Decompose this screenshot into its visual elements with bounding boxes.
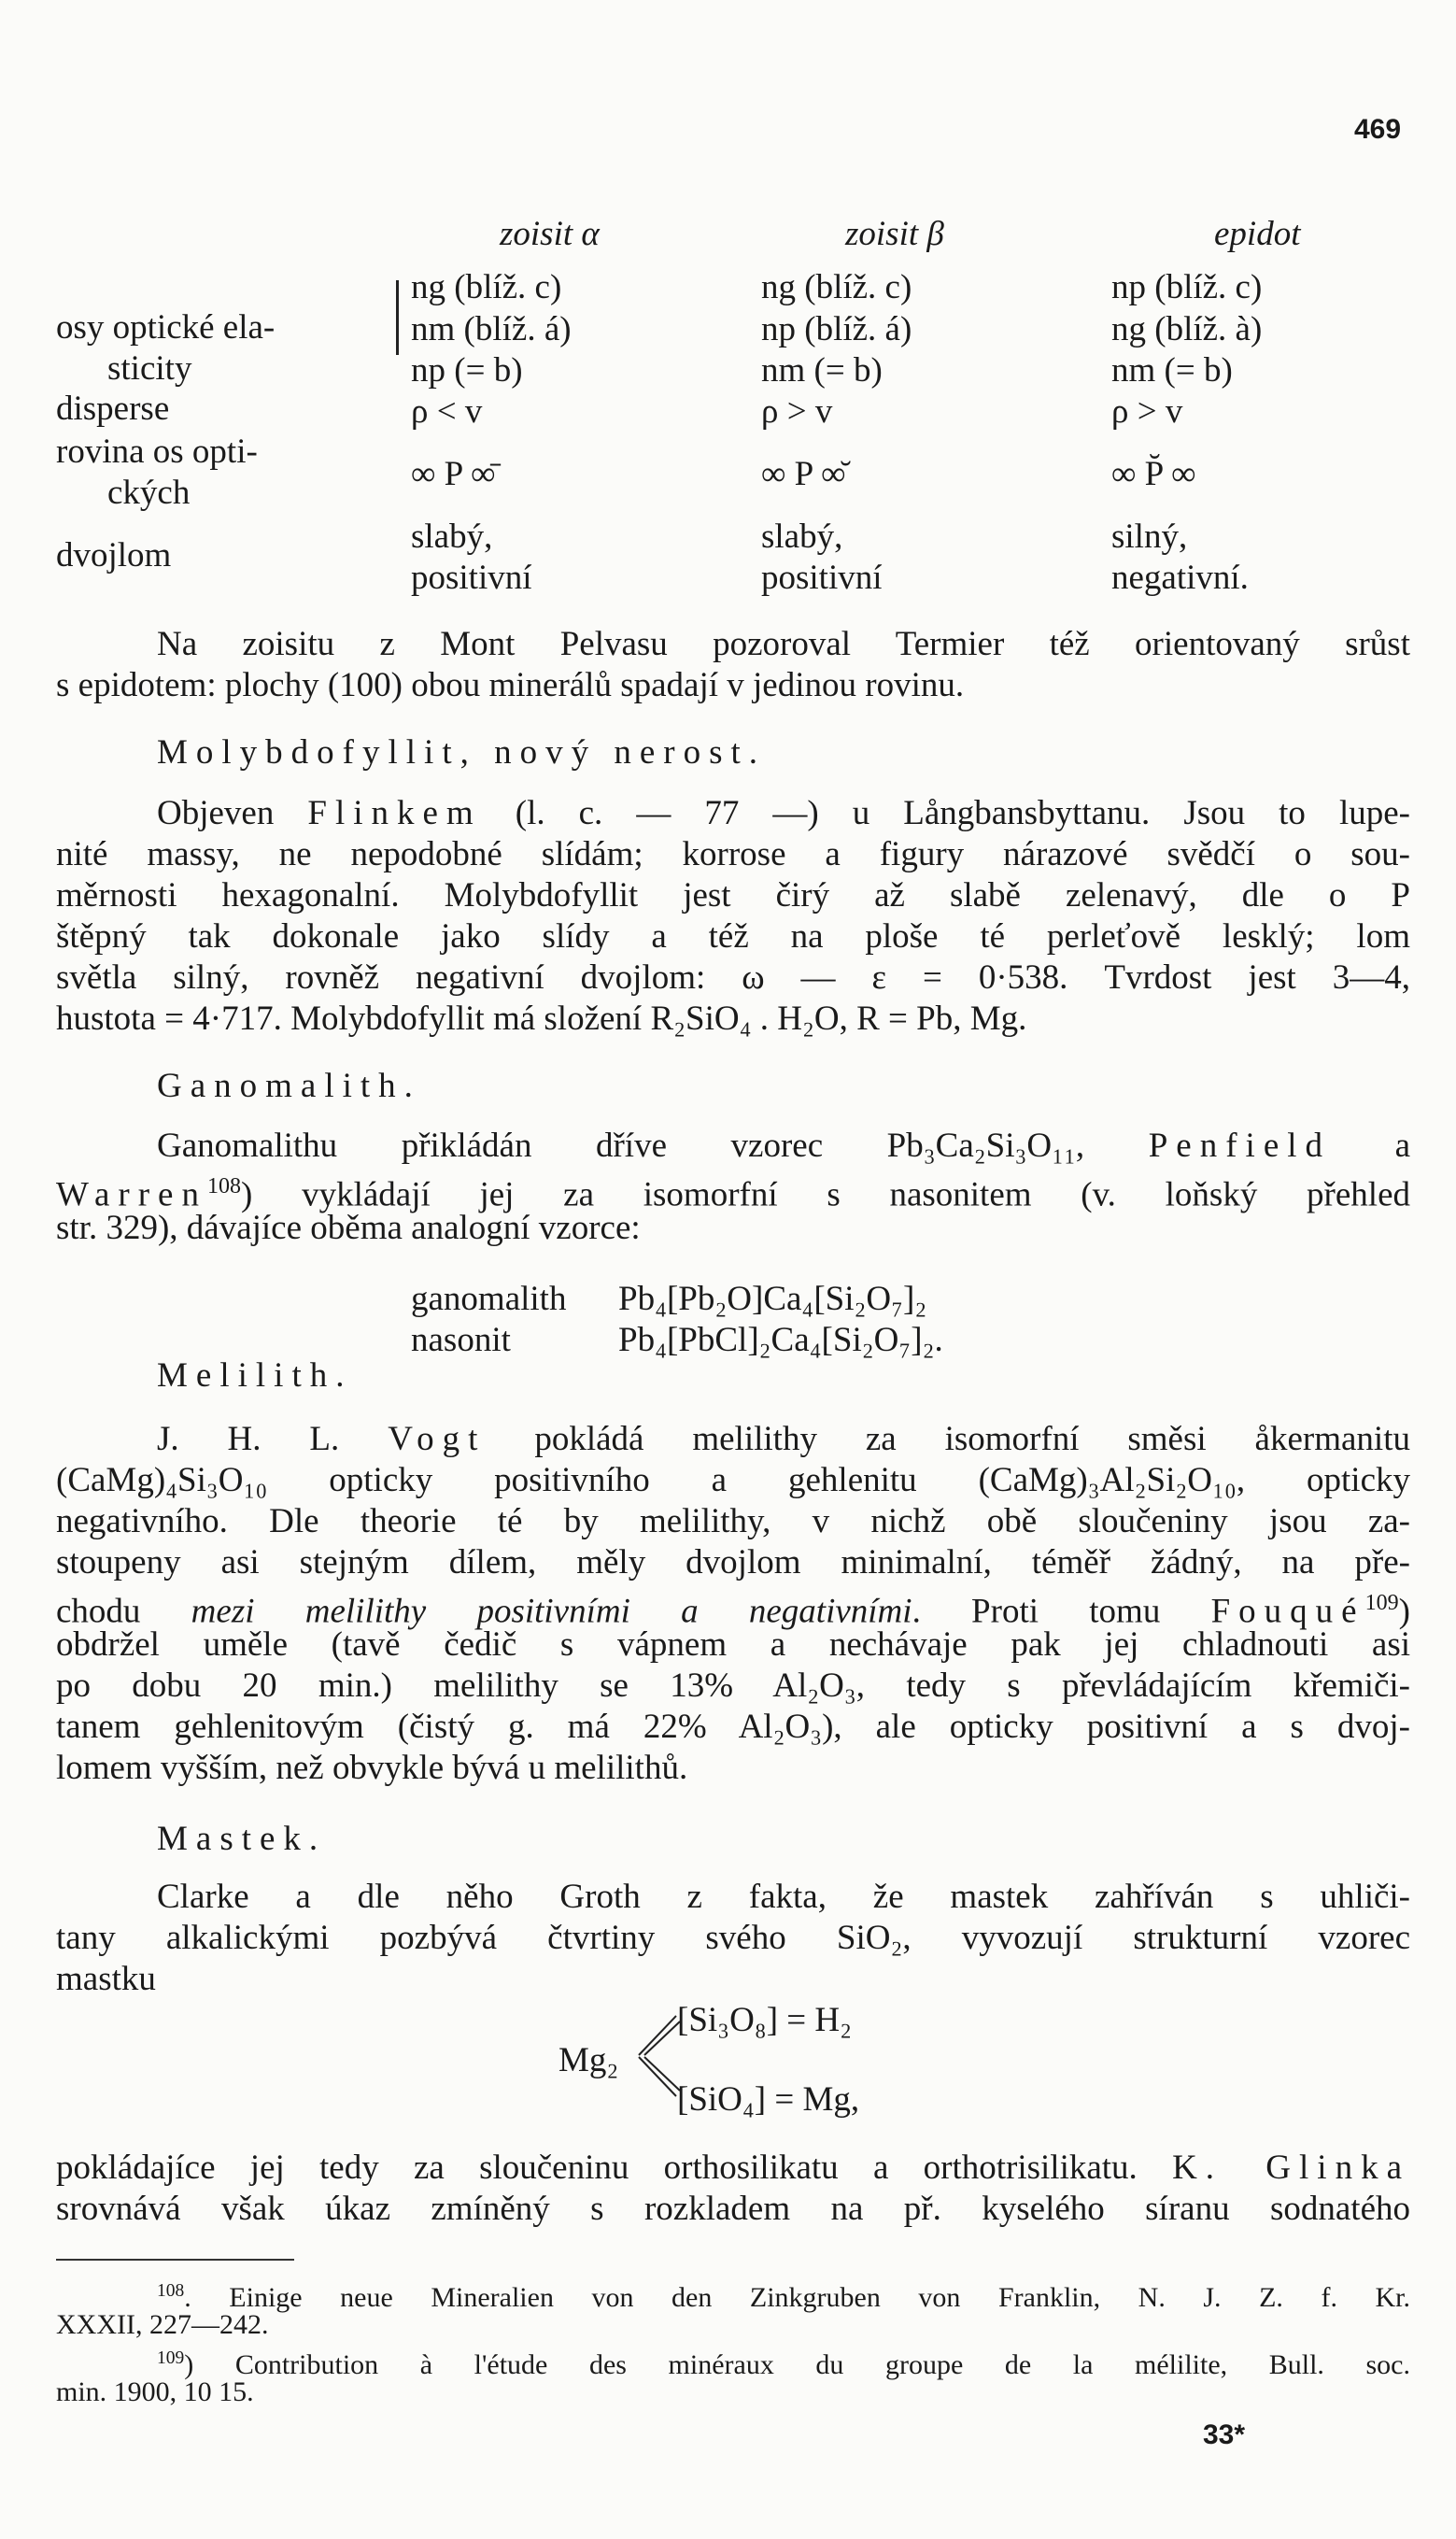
paragraph-line [157, 1125, 1410, 1167]
text-run: Objeven [157, 794, 308, 832]
author-name: K. Glinka [1172, 2149, 1410, 2187]
author-name: Fouqué [1210, 1592, 1365, 1631]
cell-zoisit-beta-dvojlom-1: slabý, [761, 518, 843, 556]
text-run: Ganomalithu přikládán dříve vzorec Pb₃Ca₂Si₃O₁₁, [157, 1127, 1085, 1165]
paragraph-line: světla silný, rovněž negativní dvojlom: ω — ε = 0·538. Tvrdost jest 3—4, [56, 958, 1410, 997]
formula-nasonit: Pb₄[PbCl]₂Ca₄[Si₂O₇]₂. [618, 1321, 943, 1359]
footnote-ref: 109 [1364, 1591, 1399, 1615]
cell-zoisit-alpha-dvojlom-2: positivní [411, 559, 532, 597]
row-label-rovina-cont: ckých [107, 474, 191, 512]
paragraph-line: měrnosti hexagonalní. Molybdofyllit jest čirý až slabě zelenavý, dle o P [56, 876, 1410, 915]
paragraph-line: str. 329), dávajíce oběma analogní vzorce: [56, 1209, 641, 1247]
paragraph-line [157, 792, 1410, 834]
paragraph-line: negativního. Dle theorie té by melilithy, v nichž obě sloučeniny jsou za- [56, 1502, 1410, 1540]
footnote-108-cont: XXXII, 227—242. [56, 2309, 269, 2340]
cell-zoisit-beta-rovina: ∞ P ∞̆ [761, 455, 846, 493]
paragraph-line: Clarke a dle něho Groth z fakta, že mastek zahříván s uhliči- [157, 1878, 1410, 1916]
cell-zoisit-beta-dvojlom-2: positivní [761, 559, 883, 597]
cell-zoisit-alpha-rovina: ∞ P ∞̄ [411, 455, 496, 493]
paragraph-line: štěpný tak dokonale jako slídy a též na ploše té perleťově lesklý; lom [56, 917, 1410, 956]
paragraph-line: srovnává však úkaz zmíněný s rozkladem na př. kyselého síranu sodnatého [56, 2190, 1410, 2228]
cell-zoisit-alpha-disperse: ρ < v [411, 392, 483, 431]
cell-zoisit-alpha-axis-1: ng (blíž. c) [411, 268, 562, 306]
row-label-osy: osy optické ela- [56, 308, 276, 347]
cell-epidot-rovina: ∞ P̆ ∞ [1111, 455, 1196, 493]
author-name: Flinkem [307, 794, 482, 832]
text-run: chodu [56, 1592, 191, 1631]
paragraph-line: Na zoisitu z Mont Pelvasu pozoroval Termier též orientovaný srůst [157, 625, 1410, 663]
paragraph-line: mastku [56, 1960, 156, 1998]
author-name: Vogt [388, 1420, 487, 1458]
text-run-italic: mezi melilithy positivními a negativními [191, 1592, 912, 1631]
footnote-ref: 108 [206, 1174, 242, 1199]
paragraph-line: nité massy, ne nepodobné slídám; korrose a figury nárazové svědčí o sou- [56, 835, 1410, 873]
paragraph-line: hustota = 4·717. Molybdofyllit má složení R₂SiO₄ . H₂O, R = Pb, Mg. [56, 1000, 1027, 1038]
text-run: J. H. L. [157, 1420, 389, 1458]
table-header-zoisit-alpha: zoisit α [500, 215, 600, 253]
row-label-osy-cont: sticity [107, 349, 192, 388]
struct-formula-top: [Si₃O₈] = H₂ [677, 2001, 853, 2039]
cell-epidot-axis-3: nm (= b) [1111, 351, 1233, 390]
cell-zoisit-beta-disperse: ρ > v [761, 392, 833, 431]
paragraph-line: stoupeny asi stejným dílem, měly dvojlom minimalní, téměř žádný, na pře- [56, 1543, 1410, 1582]
table-brace [396, 280, 399, 355]
footnote-text: ) Contribution à l'étude des minéraux du groupe de la mélilite, Bull. soc. [184, 2349, 1410, 2380]
paragraph-line: s epidotem: plochy (100) obou minerálů spadají v jedinou rovinu. [56, 666, 965, 704]
cell-epidot-axis-2: ng (blíž. à) [1111, 310, 1263, 348]
cell-epidot-dvojlom-1: silný, [1111, 518, 1188, 556]
cell-zoisit-alpha-axis-3: np (= b) [411, 351, 523, 390]
footnote-109 [157, 2342, 1410, 2382]
page-number: 469 [1354, 114, 1402, 145]
cell-zoisit-beta-axis-1: ng (blíž. c) [761, 268, 912, 306]
formula-name-nasonit: nasonit [411, 1321, 511, 1359]
cell-zoisit-beta-axis-3: nm (= b) [761, 351, 883, 390]
table-header-zoisit-beta: zoisit β [845, 215, 944, 253]
paragraph-line: tany alkalickými pozbývá čtvrtiny svého SiO₂, vyvozují strukturní vzorec [56, 1919, 1410, 1957]
cell-zoisit-beta-axis-2: np (blíž. á) [761, 310, 912, 348]
struct-formula-bottom: [SiO₄] = Mg, [677, 2080, 860, 2119]
cell-epidot-dvojlom-2: negativní. [1111, 559, 1249, 597]
paragraph-line: obdržel uměle (tavě čedič s vápnem a nechávaje pak jej chladnouti asi [56, 1625, 1410, 1664]
section-heading-ganomalith: Ganomalith. [157, 1067, 421, 1105]
cell-epidot-disperse: ρ > v [1111, 392, 1183, 431]
paragraph-line: tanem gehlenitovým (čistý g. má 22% Al₂O₃), ale opticky positivní a s dvoj- [56, 1708, 1410, 1746]
paragraph-line [157, 1418, 1410, 1460]
text-run: ) vykládají jej za isomorfní s nasonitem (v. loňský přehled [241, 1175, 1410, 1214]
text-run: pokládá melilithy za isomorfní směsi åkermanitu [486, 1420, 1410, 1458]
formula-name-ganomalith: ganomalith [411, 1280, 567, 1318]
struct-formula-mg: Mg₂ [558, 2041, 619, 2079]
footnote-rule [56, 2259, 294, 2261]
cell-zoisit-alpha-dvojlom-1: slabý, [411, 518, 493, 556]
text-run: (l. c. — 77 —) u Långbansbyttanu. Jsou to lupe- [481, 794, 1410, 832]
section-heading-mastek: Mastek. [157, 1820, 327, 1858]
footnote-108 [157, 2275, 1410, 2315]
footnote-mark: 108 [157, 2281, 185, 2301]
paragraph-line [56, 2147, 1410, 2189]
row-label-rovina: rovina os opti- [56, 433, 258, 471]
struct-formula-bonds [635, 2008, 682, 2102]
section-heading-melilith: Melilith. [157, 1356, 353, 1395]
paragraph-line: (CaMg)₄Si₃O₁₀ opticky positivního a gehlenitu (CaMg)₃Al₂Si₂O₁₀, opticky [56, 1461, 1410, 1499]
table-header-epidot: epidot [1214, 215, 1301, 253]
text-run: . Proti tomu [912, 1592, 1211, 1631]
text-run: ) [1398, 1592, 1410, 1631]
author-name: Warren [56, 1175, 207, 1214]
paragraph-line: lomem vyšším, než obvykle bývá u melilithů. [56, 1749, 688, 1787]
formula-ganomalith: Pb₄[Pb₂O]Ca₄[Si₂O₇]₂ [618, 1280, 927, 1318]
row-label-dvojlom: dvojlom [56, 536, 172, 574]
author-name: Penfield [1148, 1127, 1332, 1165]
text-run: pokládajíce jej tedy za sloučeninu orthosilikatu a orthotrisilikatu. [56, 2149, 1173, 2187]
footnote-mark: 109 [157, 2348, 185, 2368]
footnote-109-cont: min. 1900, 10 15. [56, 2376, 254, 2407]
row-label-disperse: disperse [56, 390, 170, 428]
signature-mark: 33* [1203, 2419, 1246, 2450]
footnote-text: . Einige neue Mineralien von den Zinkgruben von Franklin, N. J. Z. f. Kr. [184, 2282, 1410, 2313]
section-heading-molybdofyllit: Molybdofyllit, nový nerost. [157, 733, 767, 772]
text-run: a [1394, 1127, 1411, 1165]
cell-epidot-axis-1: np (blíž. c) [1111, 268, 1263, 306]
cell-zoisit-alpha-axis-2: nm (blíž. á) [411, 310, 572, 348]
paragraph-line: po dobu 20 min.) melilithy se 13% Al₂O₃, tedy s převládajícím křemiči- [56, 1667, 1410, 1705]
